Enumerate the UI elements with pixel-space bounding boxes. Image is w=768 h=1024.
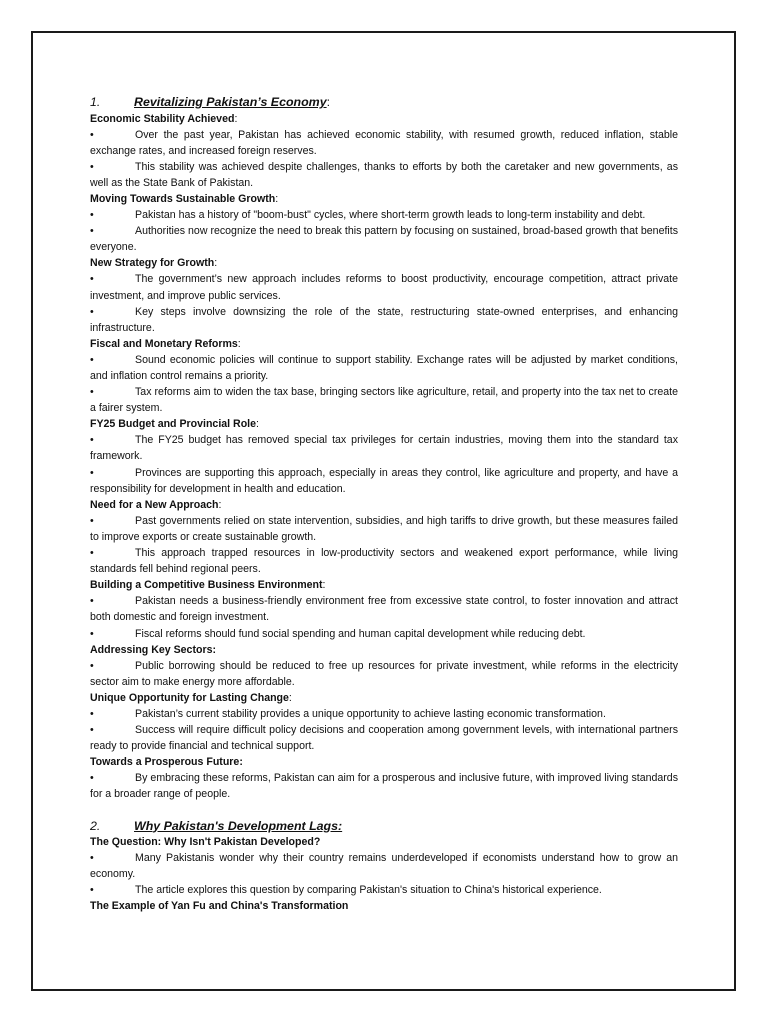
bullet-item bbox=[90, 882, 678, 898]
bullet-icon: • bbox=[90, 547, 94, 560]
subsection-heading-colon: : bbox=[322, 579, 326, 592]
subsection-heading bbox=[90, 497, 678, 513]
subsection-heading-colon: : bbox=[256, 418, 259, 431]
subsection-heading-text: Moving Towards Sustainable Growth bbox=[90, 192, 276, 205]
bullet-icon: • bbox=[90, 772, 94, 785]
bullet-icon: • bbox=[90, 595, 94, 608]
section-number: 1. bbox=[90, 95, 101, 109]
bullet-text: The FY25 budget has removed special tax privileges for certain industries, moving them into the standard tax framework. bbox=[90, 434, 678, 463]
bullet-item bbox=[90, 223, 678, 255]
bullet-text: Authorities now recognize the need to break this pattern by focusing on sustained, broad-based growth that benefits everyone. bbox=[90, 225, 678, 254]
subsection-heading-text: Addressing Key Sectors: bbox=[90, 643, 216, 656]
subsection-heading-colon: : bbox=[218, 498, 222, 511]
section-title bbox=[90, 818, 678, 835]
subsection-heading bbox=[90, 255, 678, 271]
subsection-heading-text: New Strategy for Growth bbox=[90, 257, 215, 270]
bullet-text: Tax reforms aim to widen the tax base, bringing sectors like agriculture, retail, and property into the tax net to create a fairer system. bbox=[90, 386, 678, 415]
bullet-text: Provinces are supporting this approach, especially in areas they control, like agriculture and property, and have a responsibility for development in health and education. bbox=[90, 466, 678, 495]
subsection-heading-text: FY25 Budget and Provincial Role bbox=[90, 418, 257, 431]
bullet-text: This stability was achieved despite challenges, thanks to efforts by both the caretaker and new governments, as well as the State Bank of Pakistan. bbox=[90, 160, 678, 189]
subsection-heading-colon: : bbox=[214, 257, 218, 270]
bullet-item bbox=[90, 658, 678, 690]
subsection-heading-text: Fiscal and Monetary Reforms bbox=[90, 337, 238, 350]
bullet-text: Key steps involve downsizing the role of the state, restructuring state-owned enterprises, and enhancing infrastructure. bbox=[90, 305, 678, 334]
subsection-heading-colon: : bbox=[275, 192, 279, 205]
bullet-icon: • bbox=[90, 225, 94, 238]
bullet-item bbox=[90, 626, 678, 642]
subsection-heading-text: Building a Competitive Business Environment bbox=[90, 579, 323, 592]
bullet-icon: • bbox=[90, 627, 94, 640]
bullet-icon: • bbox=[90, 852, 94, 865]
bullet-icon: • bbox=[90, 128, 94, 141]
bullet-text: By embracing these reforms, Pakistan can aim for a prosperous and inclusive future, with improved living standards for a broader range of people. bbox=[90, 772, 678, 801]
bullet-text: Pakistan’s current stability provides a unique opportunity to achieve lasting economic transformation. bbox=[135, 707, 606, 720]
bullet-text: Over the past year, Pakistan has achieved economic stability, with resumed growth, reduced inflation, stable exchange rates, and increased foreign reserves. bbox=[90, 128, 678, 157]
bullet-icon: • bbox=[90, 305, 94, 318]
bullet-icon: • bbox=[90, 707, 94, 720]
bullet-text: Past governments relied on state intervention, subsidies, and high tariffs to drive growth, but these measures failed to improve exports or create sustainable growth. bbox=[90, 514, 678, 543]
subsection-heading bbox=[90, 690, 678, 706]
subsection-heading-colon: : bbox=[288, 691, 292, 704]
bullet-icon: • bbox=[90, 724, 94, 737]
bullet-item bbox=[90, 127, 678, 159]
bullet-text: Success will require difficult policy decisions and cooperation among government levels, with international partners ready to provide financial and technical support. bbox=[90, 724, 678, 753]
bullet-item bbox=[90, 304, 678, 336]
bullet-icon: • bbox=[90, 434, 94, 447]
subsection-heading-colon: : bbox=[234, 112, 238, 125]
bullet-text: The article explores this question by comparing Pakistan's situation to China's historical experience. bbox=[135, 884, 602, 897]
subsection-heading bbox=[90, 111, 678, 127]
bullet-icon: • bbox=[90, 209, 94, 222]
subsection-heading bbox=[90, 336, 678, 352]
subsection-heading bbox=[90, 191, 678, 207]
bullet-text: Pakistan has a history of "boom-bust" cycles, where short-term growth leads to long-term instability and debt. bbox=[135, 209, 646, 222]
bullet-text: Many Pakistanis wonder why their country remains underdeveloped if economists understand how to grow an economy. bbox=[90, 852, 678, 881]
bullet-item bbox=[90, 513, 678, 545]
bullet-icon: • bbox=[90, 466, 94, 479]
bullet-item bbox=[90, 271, 678, 303]
subsection-heading-text: Towards a Prosperous Future: bbox=[90, 756, 243, 769]
section-title-suffix: : bbox=[326, 95, 331, 109]
bullet-icon: • bbox=[90, 884, 94, 897]
bullet-text: This approach trapped resources in low-productivity sectors and weakened export performance, while living standards fell behind regional peers. bbox=[90, 547, 678, 576]
subsection-heading-text: The Question: Why Isn't Pakistan Developed? bbox=[90, 836, 321, 849]
bullet-item bbox=[90, 850, 678, 882]
subsection-heading bbox=[90, 642, 678, 658]
subsection-heading-text: Unique Opportunity for Lasting Change bbox=[90, 691, 289, 704]
bullet-item bbox=[90, 159, 678, 191]
subsection-heading bbox=[90, 577, 678, 593]
bullet-item bbox=[90, 384, 678, 416]
bullet-text: Fiscal reforms should fund social spending and human capital development while reducing debt. bbox=[135, 627, 586, 640]
subsection-heading-text: The Example of Yan Fu and China's Transformation bbox=[90, 900, 349, 913]
section-title-text: Revitalizing Pakistan’s Economy bbox=[134, 95, 327, 109]
bullet-text: Pakistan needs a business-friendly environment free from excessive state control, to foster innovation and attract both domestic and foreign investment. bbox=[90, 595, 678, 624]
bullet-item bbox=[90, 432, 678, 464]
bullet-item bbox=[90, 722, 678, 754]
bullet-item bbox=[90, 352, 678, 384]
subsection-heading-colon: : bbox=[237, 337, 241, 350]
bullet-icon: • bbox=[90, 514, 94, 527]
subsection-heading bbox=[90, 754, 678, 770]
bullet-item bbox=[90, 770, 678, 802]
section-title bbox=[90, 94, 678, 111]
subsection-heading bbox=[90, 416, 678, 432]
bullet-text: The government’s new approach includes reforms to boost productivity, encourage competition, attract private investment, and improve public services. bbox=[90, 273, 678, 302]
bullet-text: Sound economic policies will continue to support stability. Exchange rates will be adjusted by market conditions, and inflation control remains a priority. bbox=[90, 353, 678, 382]
bullet-icon: • bbox=[90, 386, 94, 399]
subsection-heading-text: Economic Stability Achieved bbox=[90, 112, 235, 125]
bullet-item bbox=[90, 593, 678, 625]
bullet-icon: • bbox=[90, 353, 94, 366]
section-title-text: Why Pakistan's Development Lags: bbox=[134, 818, 343, 833]
bullet-icon: • bbox=[90, 273, 94, 286]
bullet-item bbox=[90, 706, 678, 722]
subsection-heading-text: Need for a New Approach bbox=[90, 498, 219, 511]
subsection-heading bbox=[90, 898, 678, 914]
section-number: 2. bbox=[90, 818, 101, 833]
subsection-heading bbox=[90, 834, 678, 850]
bullet-item bbox=[90, 207, 678, 223]
section-spacer bbox=[90, 803, 678, 818]
bullet-item bbox=[90, 545, 678, 577]
bullet-icon: • bbox=[90, 160, 94, 173]
document-body bbox=[90, 94, 678, 915]
bullet-item bbox=[90, 465, 678, 497]
bullet-text: Public borrowing should be reduced to free up resources for private investment, while reforms in the electricity sector aim to make energy more affordable. bbox=[90, 659, 678, 688]
bullet-icon: • bbox=[90, 659, 94, 672]
